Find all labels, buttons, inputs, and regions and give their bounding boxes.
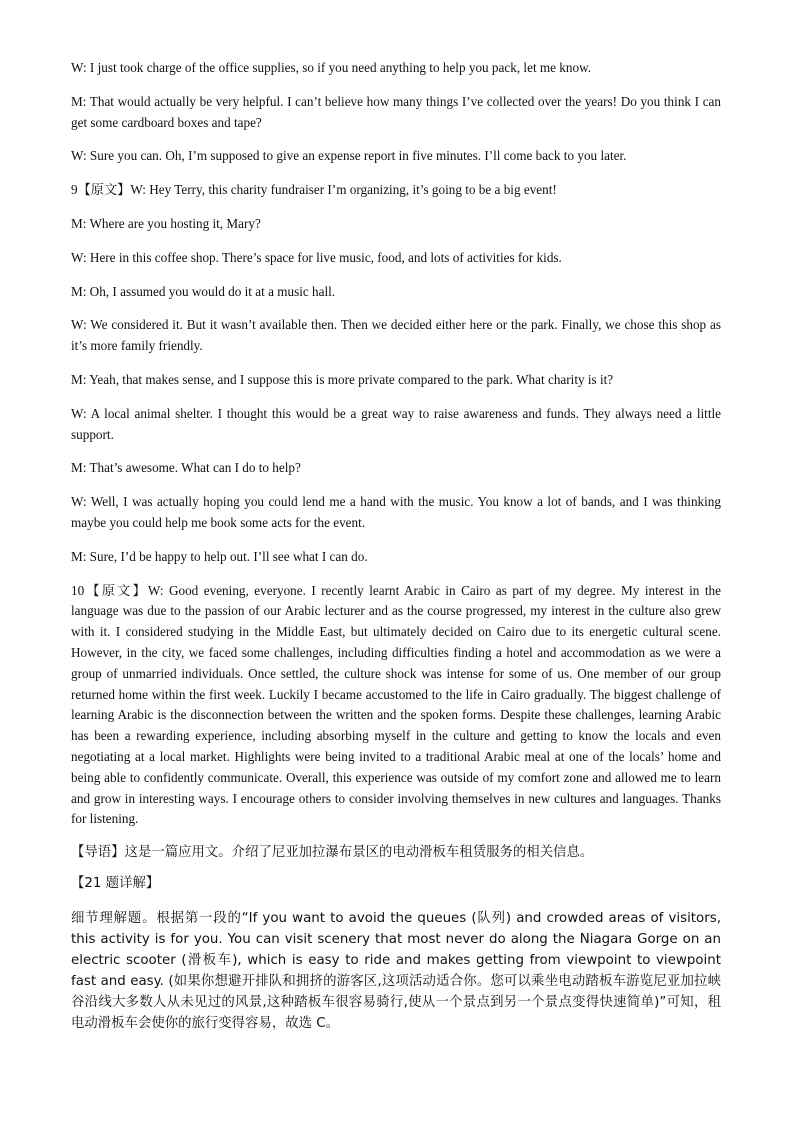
transcript-line-5: M: Where are you hosting it, Mary? bbox=[71, 215, 261, 231]
transcript-line-2: M: That would actually be very helpful. I can’t believe how many things I’ve collected over the years! Do you think I can get some cardboard boxes and tape? bbox=[71, 93, 721, 130]
transcript-line-6: W: Here in this coffee shop. There’s space for live music, food, and lots of activities for kids. bbox=[71, 249, 562, 265]
transcript-line-8: W: We considered it. But it wasn’t available then. Then we decided either here or the park. Finally, we chose this shop as it’s more family friendly. bbox=[71, 317, 721, 354]
transcript-line-1: W: I just took charge of the office supplies, so if you need anything to help you pack, let me know. bbox=[71, 60, 592, 75]
transcript-line-10: W: A local animal shelter. I thought this would be a great way to raise awareness and funds. They always need a little support. bbox=[71, 405, 721, 442]
document-page bbox=[71, 58, 721, 1047]
q21-heading: 【21 题详解】 bbox=[71, 875, 160, 891]
q21-explanation: 细节理解题。根据第一段的“If you want to avoid the queues (队列) and crowded areas of visitors, this activity is for you. You can visit scenery that most never do along the Niagara Gorge on an electric scooter (滑板车), which is easy to ride and makes getting from viewpoint to viewpoint fast and easy. (如果你想避开排队和拥挤的游客区,这项活动适合你。您可以乘坐电动踏板车游览尼亚加拉峡谷沿线大多数人从未见过的风景,这种踏板车很容易骑行,使从一个景点到另一个景点变得快速简单)”可知，租电动滑板车会使你的旅行变得容易，故选 C。 bbox=[71, 911, 721, 1032]
guide-heading: 【导语】这是一篇应用文。介绍了尼亚加拉瀑布景区的电动滑板车租赁服务的相关信息。 bbox=[71, 845, 594, 861]
transcript-9-start: 9【原文】W: Hey Terry, this charity fundraiser I’m organizing, it’s going to be a big event! bbox=[71, 182, 557, 198]
transcript-line-12: W: Well, I was actually hoping you could lend me a hand with the music. You know a lot of bands, and I was thinking maybe you could help me book some acts for the event. bbox=[71, 494, 721, 530]
transcript-line-11: M: That’s awesome. What can I do to help? bbox=[71, 460, 301, 476]
transcript-line-13: M: Sure, I’d be happy to help out. I’ll see what I can do. bbox=[71, 548, 368, 564]
transcript-10-passage: 10【原文】W: Good evening, everyone. I recently learnt Arabic in Cairo as part of my degree. My interest in the language was due to the passion of our Arabic lecturer and as the course progressed, my interest in the culture also grew with it. I considered studying in the Middle East, but ultimately decided on Cairo due to its energetic cultural scene. However, in the city, we faced some challenges, including difficulties finding a hotel and accommodation as we were a group of unmarried individuals. Once settled, the culture shock was intense for some of us. One member of our group returned home within the first week. Luckily I became accustomed to the life in Cairo gradually. The biggest challenge of learning Arabic is the disconnection between the written and the spoken forms. Despite these challenges, learning Arabic has been a rewarding experience, including absorbing myself in the culture and getting to know the locals and even negotiating at a local market. Highlights were being invited to a traditional Arabic meal at one of the locals’ home and being able to confidently communicate. Overall, this experience was outside of my comfort zone and allowed me to learn and grow in interesting ways. I encourage others to consider involving themselves in new cultures and languages. Thanks for listening. bbox=[71, 582, 721, 827]
transcript-line-3: W: Sure you can. Oh, I’m supposed to give an expense report in five minutes. I’ll come back to you later. bbox=[71, 148, 627, 164]
transcript-line-7: M: Oh, I assumed you would do it at a music hall. bbox=[71, 283, 336, 299]
transcript-line-9: M: Yeah, that makes sense, and I suppose this is more private compared to the park. What charity is it? bbox=[71, 371, 614, 387]
